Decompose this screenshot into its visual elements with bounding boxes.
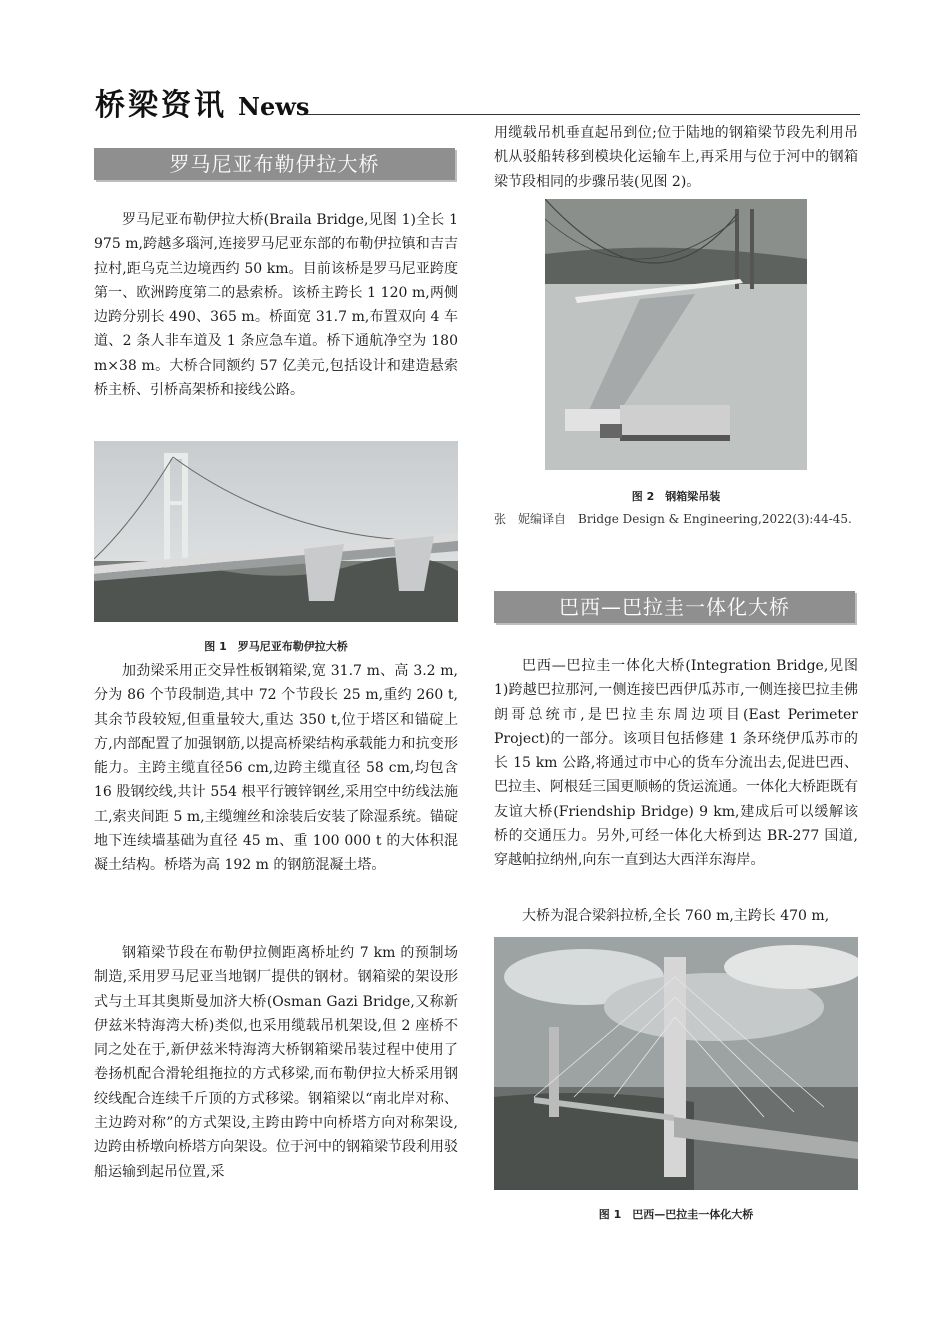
- girder-lifting-photo: [545, 199, 807, 470]
- masthead-rule: [305, 114, 860, 115]
- braila-girder-paragraph: 加劲梁采用正交异性板钢箱梁,宽 31.7 m、高 3.2 m,分为 86 个节段制造,其中 72 个节段长 25 m,重约 260 t,其余节段较短,但重量较大,重达 350 t,位于塔区和锚碇上方,内部配置了加强钢筋,以提高桥梁结构承载能力和抗变形能力。主跨主缆直径56 cm,边跨主缆直径 58 cm,均包含 16 股钢绞线,共计 554 根平行镀锌钢丝,采用空中纺线法施工,索夹间距 5 m,主缆缠丝和涂装后安装了除湿系统。锚碇地下连续墙基础为直径 45 m、重 100 000 t 的大体积混凝土结构。桥塔为高 192 m 的钢筋混凝土塔。: [94, 663, 458, 874]
- braila-erection-paragraph: 钢箱梁节段在布勒伊拉侧距离桥址约 7 km 的预制场制造,采用罗马尼亚当地钢厂提供的钢材。钢箱梁的架设形式与土耳其奥斯曼加济大桥(Osman Gazi Bridge,又称新伊兹米特海湾大桥)类似,也采用缆载吊机架设,但 2 座桥不同之处在于,新伊兹米特海湾大桥钢箱梁吊装过程中使用了卷扬机配合滑轮组拖拉的方式移梁,而布勒伊拉大桥采用钢绞线配合连续千斤顶的方式移梁。钢箱梁以“南北岸对称、主边跨对称”的方式架设,主跨由跨中向桥塔方向对称架设,边跨由桥墩向桥塔方向架设。位于河中的钢箱梁节段利用驳船运输到起吊位置,采: [94, 945, 458, 1180]
- masthead: [95, 86, 860, 126]
- integration-structure-paragraph: 大桥为混合梁斜拉桥,全长 760 m,主跨长 470 m,: [522, 908, 830, 924]
- source-credit: 张 妮编译自 Bridge Design & Engineering,2022(3):44-45.: [494, 512, 852, 526]
- braila-bridge-photo: [94, 441, 458, 622]
- figure-braila-bridge: [94, 441, 458, 622]
- figure-girder-lifting: [545, 199, 807, 470]
- column-title: 桥梁资讯: [95, 88, 227, 123]
- integration-intro-paragraph: 巴西—巴拉圭一体化大桥(Integration Bridge,见图 1)跨越巴拉那河,一侧连接巴西伊瓜苏市,一侧连接巴拉圭佛朗哥总统市,是巴拉圭东周边项目(East Perimeter Project)的一部分。该项目包括修建 1 条环绕伊瓜苏市的长 15 km 公路,将通过市中心的货车分流出去,促进巴西、巴拉圭、阿根廷三国更顺畅的货运流通。一体化大桥距既有友谊大桥(Friendship Bridge) 9 km,建成后可以缓解该桥的交通压力。另外,可经一体化大桥到达 BR-277 国道,穿越帕拉纳州,向东一直到达大西洋东海岸。: [494, 658, 858, 869]
- figure-2-caption: 图 2 钢箱梁吊装: [631, 490, 721, 503]
- column-title-en: News: [238, 92, 310, 121]
- braila-erection-continued: 用缆载吊机垂直起吊到位;位于陆地的钢箱梁节段先利用吊机从驳船转移到模块化运输车上,再采用与位于河中的钢箱梁节段相同的步骤吊装(见图 2)。: [494, 125, 858, 190]
- section-banner-braila: 罗马尼亚布勒伊拉大桥: [94, 148, 455, 180]
- integration-bridge-photo: [494, 937, 858, 1190]
- braila-intro-paragraph: 罗马尼亚布勒伊拉大桥(Braila Bridge,见图 1)全长 1 975 m,跨越多瑙河,连接罗马尼亚东部的布勒伊拉镇和吉吉拉村,距乌克兰边境西约 50 km。目前该桥是罗马尼亚跨度第一、欧洲跨度第二的悬索桥。该桥主跨长 1 120 m,两侧边跨分别长 490、365 m。桥面宽 31.7 m,布置双向 4 车道、2 条人非车道及 1 条应急车道。桥下通航净空为 180 m×38 m。大桥合同额约 57 亿美元,包括设计和建造悬索桥主桥、引桥高架桥和接线公路。: [94, 212, 458, 399]
- figure-1-caption: 图 1 罗马尼亚布勒伊拉大桥: [204, 640, 348, 653]
- section-banner-integration: 巴西—巴拉圭一体化大桥: [494, 591, 855, 623]
- figure-integration-bridge: [494, 937, 858, 1190]
- figure-1-caption-integration: 图 1 巴西—巴拉圭一体化大桥: [598, 1208, 754, 1221]
